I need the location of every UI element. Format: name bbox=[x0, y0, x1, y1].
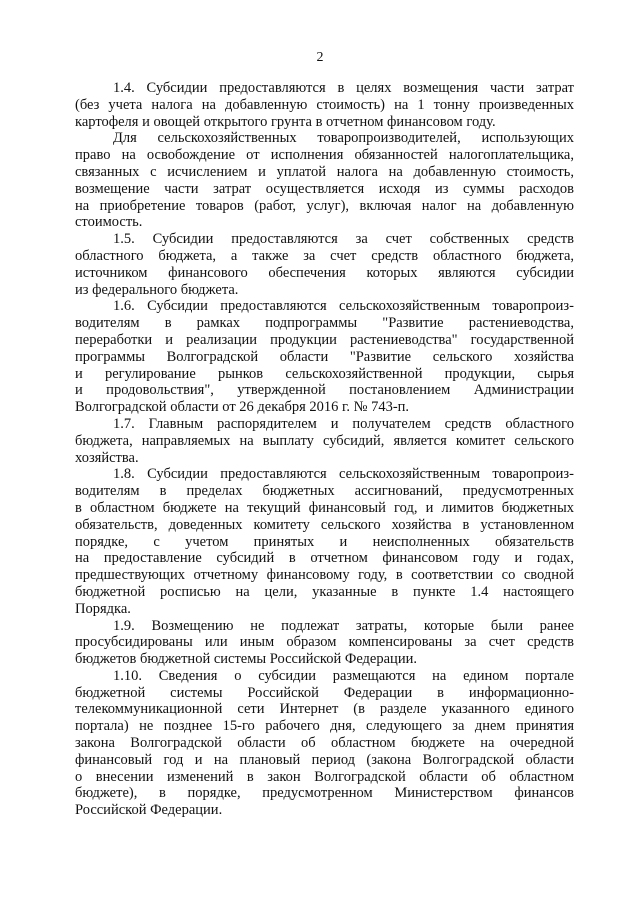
paragraph bbox=[75, 130, 574, 231]
paragraph bbox=[75, 80, 574, 130]
paragraph-line: картофеля и овощей открытого грунта в отчетном финансовом году. bbox=[75, 113, 496, 130]
paragraph-line: на предоставление субсидий в отчетном финансовом году и годах, bbox=[75, 550, 574, 567]
paragraph bbox=[75, 298, 574, 416]
paragraph-line: возмещение части затрат осуществляется исходя из суммы расходов bbox=[75, 180, 574, 197]
paragraph-line: бюджетов бюджетной системы Российской Федерации. bbox=[75, 651, 417, 668]
paragraph-line: стоимость. bbox=[75, 214, 143, 231]
paragraph-line: телекоммуникационной сети Интернет (в разделе указанного единого bbox=[75, 701, 574, 718]
paragraph-line: портала) не позднее 15-го рабочего дня, следующего за днем принятия bbox=[75, 718, 574, 735]
paragraph-line: 1.7. Главным распорядителем и получателем средств областного bbox=[113, 415, 574, 432]
paragraph-line: источником финансового обеспечения которых являются субсидии bbox=[75, 264, 574, 281]
paragraph-line: (без учета налога на добавленную стоимость) на 1 тонну произведенных bbox=[75, 96, 574, 113]
paragraph bbox=[75, 618, 574, 668]
paragraph-line: 1.6. Субсидии предоставляются сельскохозяйственным товаропроиз- bbox=[113, 298, 574, 315]
paragraph-line: бюджете), в порядке, предусмотренном Министерством финансов bbox=[75, 785, 574, 802]
paragraph bbox=[75, 416, 574, 466]
paragraph-line: и продовольствия", утвержденной постановлением Администрации bbox=[75, 382, 574, 399]
paragraph-line: право на освобождение от исполнения обязанностей налогоплательщика, bbox=[75, 147, 574, 164]
paragraph-line: порядке, с учетом принятых и неисполненных обязательств bbox=[75, 533, 574, 550]
paragraph-line: бюджетной росписью на цели, указанные в пункте 1.4 настоящего bbox=[75, 583, 574, 600]
paragraph-line: водителям в рамках подпрограммы "Развитие растениеводства, bbox=[75, 315, 574, 332]
paragraph-line: Волгоградской области от 26 декабря 2016 г. № 743-п. bbox=[75, 399, 410, 416]
paragraph-line: Для сельскохозяйственных товаропроизводителей, использующих bbox=[113, 130, 574, 147]
paragraph bbox=[75, 231, 574, 298]
paragraph-line: на приобретение товаров (работ, услуг), включая налог на добавленную bbox=[75, 197, 574, 214]
paragraph-line: программы Волгоградской области "Развитие сельского хозяйства bbox=[75, 348, 574, 365]
paragraph-line: финансовый год и на плановый период (закона Волгоградской области bbox=[75, 751, 574, 768]
paragraph-line: просубсидированы или иным образом компенсированы за счет средств bbox=[75, 634, 574, 651]
paragraph-line: переработки и реализации продукции растениеводства" государственной bbox=[75, 331, 574, 348]
paragraph-line: предшествующих отчетному финансовому году, в соответствии со сводной bbox=[75, 567, 574, 584]
paragraph-line: о внесении изменений в закон Волгоградской области об областном bbox=[75, 768, 574, 785]
paragraph-line: обязательств, доведенных комитету сельского хозяйства в установленном bbox=[75, 516, 574, 533]
paragraph-line: Порядка. bbox=[75, 600, 131, 617]
paragraph-line: 1.4. Субсидии предоставляются в целях возмещения части затрат bbox=[113, 80, 574, 96]
paragraph-line: связанных с исчислением и уплатой налога на добавленную стоимость, bbox=[75, 163, 574, 180]
paragraph bbox=[75, 668, 574, 819]
paragraph-line: 1.10. Сведения о субсидии размещаются на едином портале bbox=[113, 667, 574, 684]
paragraph-line: 1.9. Возмещению не подлежат затраты, которые были ранее bbox=[113, 617, 574, 634]
paragraph-line: хозяйства. bbox=[75, 449, 139, 466]
paragraph-line: 1.8. Субсидии предоставляются сельскохозяйственным товаропроиз- bbox=[113, 466, 574, 483]
paragraph-line: в областном бюджете на текущий финансовый год, и лимитов бюджетных bbox=[75, 499, 574, 516]
paragraph-line: водителям в пределах бюджетных ассигнований, предусмотренных bbox=[75, 483, 574, 500]
paragraph-line: из федерального бюджета. bbox=[75, 281, 239, 298]
document-body bbox=[75, 80, 574, 819]
paragraph-line: бюджета, направляемых на выплату субсидий, является комитет сельского bbox=[75, 432, 574, 449]
paragraph-line: бюджетной системы Российской Федерации в информационно- bbox=[75, 684, 574, 701]
paragraph-line: областного бюджета, а также за счет средств областного бюджета, bbox=[75, 247, 574, 264]
paragraph-line: и регулирование рынков сельскохозяйственной продукции, сырья bbox=[75, 365, 574, 382]
paragraph-line: закона Волгоградской области об областном бюджете на очередной bbox=[75, 735, 574, 752]
paragraph-line: 1.5. Субсидии предоставляются за счет собственных средств bbox=[113, 231, 574, 248]
page-number: 2 bbox=[316, 50, 324, 65]
paragraph bbox=[75, 466, 574, 617]
paragraph-line: Российской Федерации. bbox=[75, 802, 223, 819]
